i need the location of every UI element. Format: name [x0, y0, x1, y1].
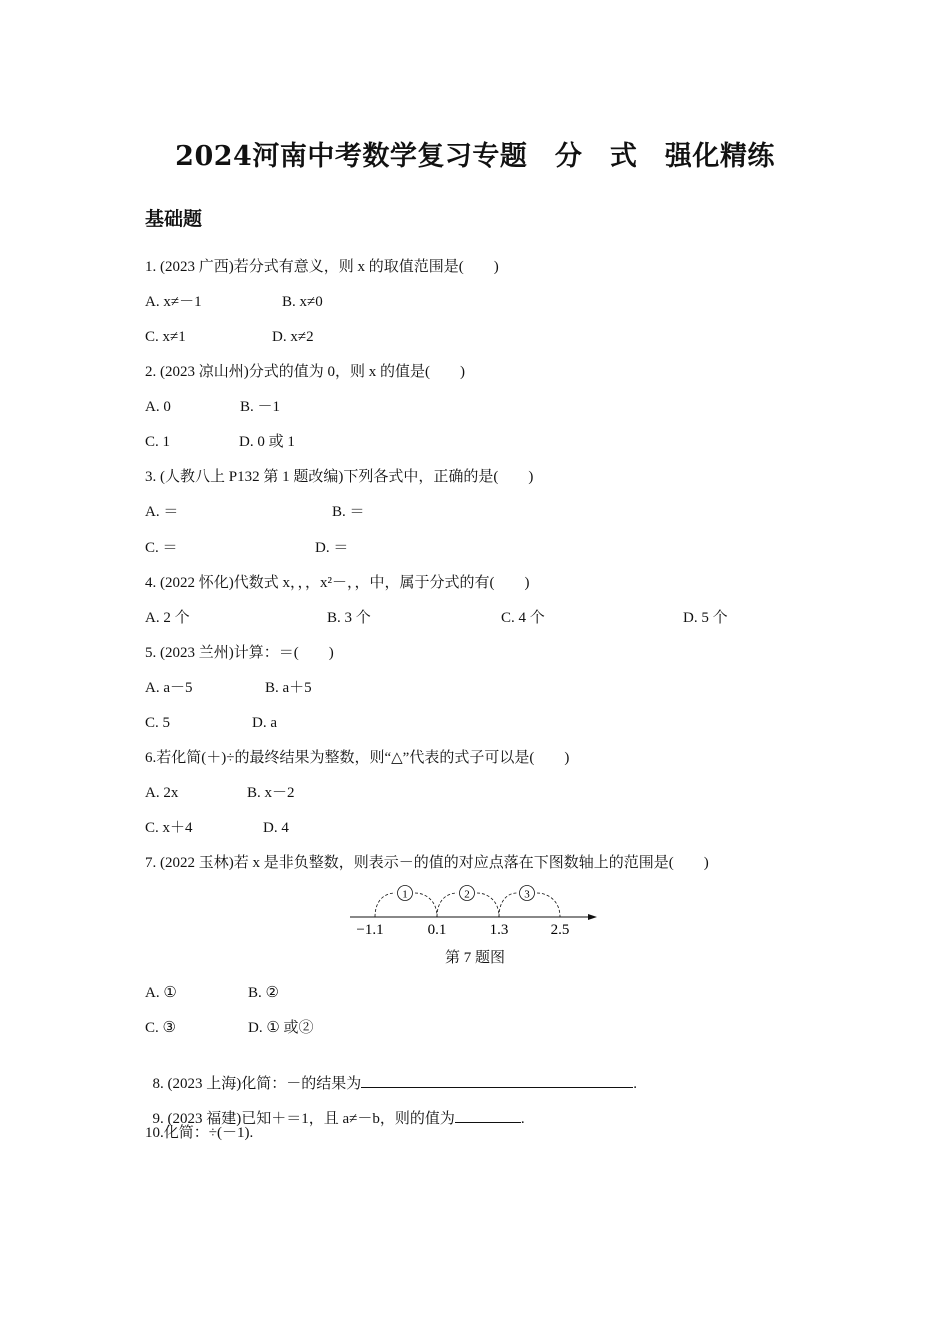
q6-option-a: A. 2x	[145, 785, 179, 801]
question-3: 3. (人教八上 P132 第 1 题改编)下列各式中，正确的是( )	[145, 469, 534, 485]
q1-option-d: D. x≠2	[272, 329, 314, 345]
q1-option-b: B. x≠0	[282, 294, 323, 310]
tick-label: −1.1	[356, 922, 384, 938]
question-1: 1. (2023 广西)若分式有意义，则 x 的取值范围是( )	[145, 259, 499, 275]
q1-option-c: C. x≠1	[145, 329, 186, 345]
figure-caption: 第 7 题图	[444, 950, 505, 966]
q3-option-c: C. ＝	[145, 540, 178, 556]
question-9-text: 9. (2023 福建)已知＋＝1，且 a≠－b，则的值为	[152, 1111, 455, 1127]
q4-option-d: D. 5 个	[683, 610, 728, 626]
q5-option-d: D. a	[252, 715, 277, 731]
answer-blank-9[interactable]	[455, 1108, 521, 1123]
q3-option-a: A. ＝	[145, 504, 179, 520]
q4-option-b: B. 3 个	[327, 610, 371, 626]
page-title: 2024河南中考数学复习专题 分 式 强化精练	[175, 141, 775, 172]
tick-label: 0.1	[427, 922, 447, 938]
q7-option-a: A. ①	[145, 985, 177, 1001]
q4-option-c: C. 4 个	[501, 610, 545, 626]
q3-option-d: D. ＝	[315, 540, 349, 556]
q4-option-a: A. 2 个	[145, 610, 190, 626]
q2-option-c: C. 1	[145, 434, 171, 450]
question-6: 6.若化简(＋)÷的最终结果为整数，则“△”代表的式子可以是( )	[145, 750, 570, 766]
q2-option-b: B. －1	[240, 399, 281, 415]
q3-option-b: B. ＝	[332, 504, 365, 520]
tick-label: 1.3	[489, 922, 509, 938]
region-2-label: 2	[464, 888, 470, 901]
question-8-text: 8. (2023 上海)化简：－的结果为	[152, 1076, 362, 1092]
q6-option-c: C. x＋4	[145, 820, 193, 836]
question-9: 9. (2023 福建)已知＋＝1，且 a≠－b，则的值为 .	[145, 1088, 525, 1129]
q1-option-a: A. x≠－1	[145, 294, 202, 310]
q5-option-b: B. a＋5	[265, 680, 312, 696]
section-heading: 基础题	[145, 208, 203, 230]
question-4: 4. (2022 怀化)代数式 x，，，x²－，，中，属于分式的有( )	[145, 575, 530, 591]
q2-option-a: A. 0	[145, 399, 171, 415]
q7-option-c: C. ③	[145, 1020, 176, 1036]
number-line-figure	[345, 880, 605, 940]
region-3-label: 3	[524, 888, 530, 901]
q7-option-b: B. ②	[248, 985, 279, 1001]
q5-option-a: A. a－5	[145, 680, 193, 696]
region-1-label: 1	[402, 888, 408, 901]
question-8: 8. (2023 上海)化简：－的结果为 .	[145, 1053, 637, 1094]
question-7: 7. (2022 玉林)若 x 是非负整数，则表示－的值的对应点落在下图数轴上的范围是( )	[145, 855, 709, 871]
q7-option-d: D. ① 或②	[248, 1020, 314, 1036]
question-10: 10.化简：÷(－1).	[145, 1125, 254, 1141]
question-5: 5. (2023 兰州)计算：＝( )	[145, 645, 334, 661]
q6-option-b: B. x－2	[247, 785, 295, 801]
q5-option-c: C. 5	[145, 715, 171, 731]
answer-blank-8[interactable]	[361, 1073, 633, 1088]
tick-label: 2.5	[550, 922, 570, 938]
question-2: 2. (2023 凉山州)分式的值为 0，则 x 的值是( )	[145, 364, 465, 380]
q6-option-d: D. 4	[263, 820, 289, 836]
q2-option-d: D. 0 或 1	[239, 434, 295, 450]
